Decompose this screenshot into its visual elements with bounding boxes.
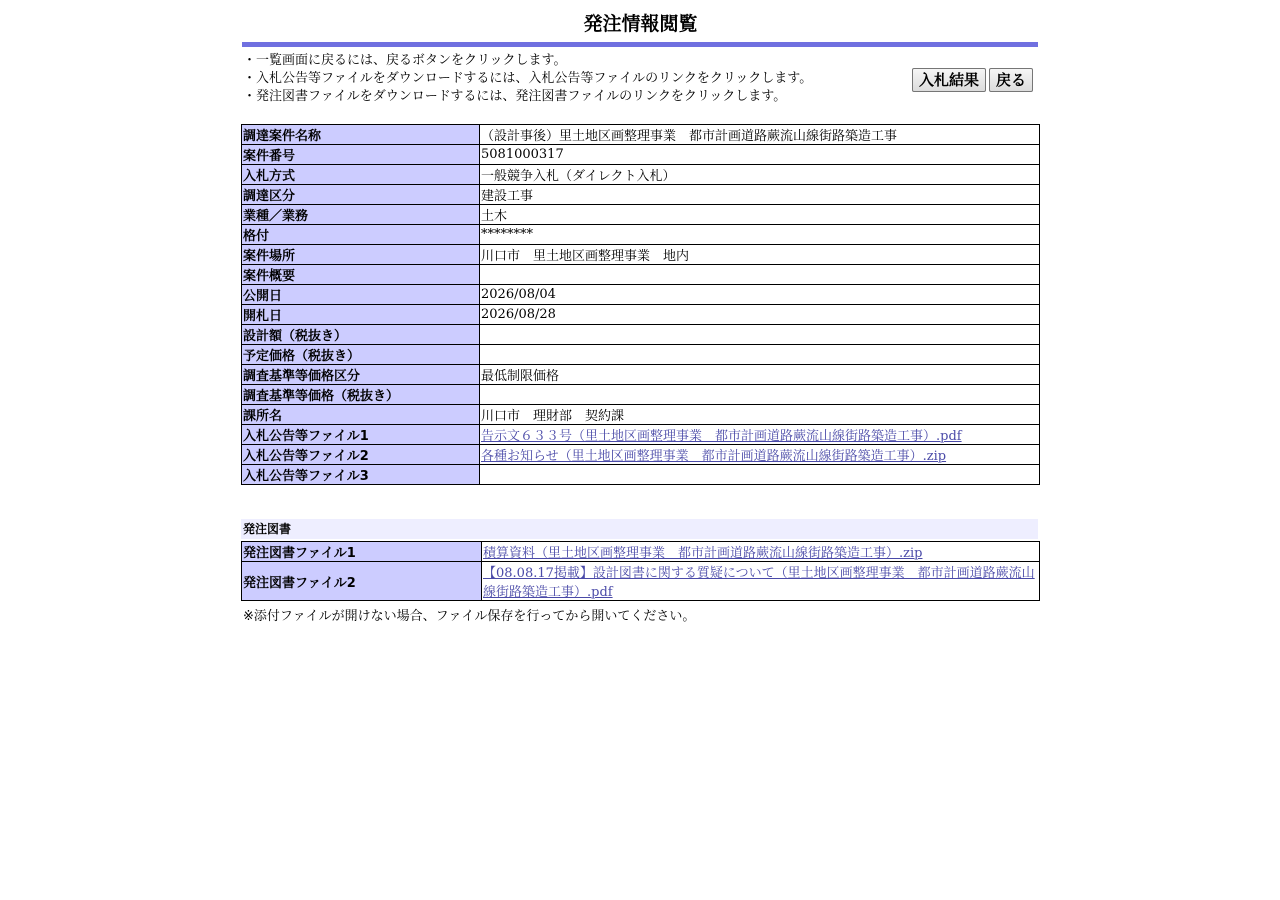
row-label: 調査基準等価格区分 xyxy=(242,365,480,385)
row-value: 5081000317 xyxy=(480,145,1040,165)
page-title: 発注情報閲覧 xyxy=(583,13,698,35)
instruction-line: ・入札公告等ファイルをダウンロードするには、入札公告等ファイルのリンクをクリックします。 xyxy=(243,71,813,86)
row-label: 業種／業務 xyxy=(242,205,480,225)
row-label: 案件概要 xyxy=(242,265,480,285)
instruction-line: ・発注図書ファイルをダウンロードするには、発注図書ファイルのリンクをクリックします。 xyxy=(243,89,787,104)
file-download-link[interactable]: 【08.08.17掲載】設計図書に関する質疑について（里土地区画整理事業 都市計画道路蕨流山線街路築造工事）.pdf xyxy=(483,566,1035,600)
row-label: 調達案件名称 xyxy=(242,125,480,145)
order-info-body xyxy=(242,125,1040,485)
table-row xyxy=(242,465,1040,485)
order-docs-table xyxy=(241,541,1040,601)
row-label: 格付 xyxy=(242,225,480,245)
row-label: 案件番号 xyxy=(242,145,480,165)
row-value: （設計事後）里土地区画整理事業 都市計画道路蕨流山線街路築造工事 xyxy=(480,125,1040,145)
title-divider xyxy=(242,42,1038,47)
table-row xyxy=(242,245,1040,265)
row-value xyxy=(480,325,1040,345)
table-row xyxy=(242,125,1040,145)
back-button[interactable]: 戻る xyxy=(989,68,1033,92)
docs-section-heading: 発注図書 xyxy=(241,519,1038,539)
page-container xyxy=(241,0,1040,624)
table-row xyxy=(242,445,1040,465)
table-row xyxy=(242,145,1040,165)
row-value: 一般競争入札（ダイレクト入札） xyxy=(480,165,1040,185)
table-row xyxy=(242,185,1040,205)
table-row xyxy=(242,265,1040,285)
row-value xyxy=(480,425,1040,445)
order-docs-body xyxy=(242,542,1040,601)
table-row xyxy=(242,365,1040,385)
row-label: 発注図書ファイル1 xyxy=(242,542,482,562)
row-value: 建設工事 xyxy=(480,185,1040,205)
row-label: 発注図書ファイル2 xyxy=(242,562,482,601)
instruction-line: ・一覧画面に戻るには、戻るボタンをクリックします。 xyxy=(243,53,567,68)
table-row xyxy=(242,205,1040,225)
row-label: 入札公告等ファイル3 xyxy=(242,465,480,485)
row-label: 入札公告等ファイル2 xyxy=(242,445,480,465)
file-download-link[interactable]: 積算資料（里土地区画整理事業 都市計画道路蕨流山線街路築造工事）.zip xyxy=(483,546,923,561)
row-label: 入札公告等ファイル1 xyxy=(242,425,480,445)
row-label: 予定価格（税抜き） xyxy=(242,345,480,365)
row-label: 公開日 xyxy=(242,285,480,305)
header-row xyxy=(241,52,1040,114)
instructions xyxy=(243,52,812,106)
table-row xyxy=(242,325,1040,345)
table-row xyxy=(242,542,1040,562)
row-label: 入札方式 xyxy=(242,165,480,185)
row-value xyxy=(482,542,1040,562)
table-row xyxy=(242,562,1040,601)
footer-note: ※添付ファイルが開けない場合、ファイル保存を行ってから開いてください。 xyxy=(243,609,696,624)
row-value: 川口市 理財部 契約課 xyxy=(480,405,1040,425)
row-label: 設計額（税抜き） xyxy=(242,325,480,345)
table-row xyxy=(242,425,1040,445)
row-value xyxy=(482,562,1040,601)
row-value xyxy=(480,345,1040,365)
table-row xyxy=(242,165,1040,185)
row-label: 調達区分 xyxy=(242,185,480,205)
row-value xyxy=(480,465,1040,485)
row-value: 最低制限価格 xyxy=(480,365,1040,385)
row-value xyxy=(480,265,1040,285)
file-download-link[interactable]: 告示文６３３号（里土地区画整理事業 都市計画道路蕨流山線街路築造工事）.pdf xyxy=(481,429,962,444)
row-label: 開札日 xyxy=(242,305,480,325)
table-row xyxy=(242,405,1040,425)
table-row xyxy=(242,225,1040,245)
row-value: 2026/08/28 xyxy=(480,305,1040,325)
row-value xyxy=(480,385,1040,405)
row-label: 案件場所 xyxy=(242,245,480,265)
row-label: 課所名 xyxy=(242,405,480,425)
row-value: 川口市 里土地区画整理事業 地内 xyxy=(480,245,1040,265)
row-value: 2026/08/04 xyxy=(480,285,1040,305)
row-value: ******** xyxy=(480,225,1040,245)
row-value: 土木 xyxy=(480,205,1040,225)
row-value xyxy=(480,445,1040,465)
file-download-link[interactable]: 各種お知らせ（里土地区画整理事業 都市計画道路蕨流山線街路築造工事）.zip xyxy=(481,449,947,464)
table-row xyxy=(242,345,1040,365)
action-buttons xyxy=(912,68,1033,92)
table-row xyxy=(242,305,1040,325)
table-row xyxy=(242,385,1040,405)
table-row xyxy=(242,285,1040,305)
row-label: 調査基準等価格（税抜き） xyxy=(242,385,480,405)
bid-result-button[interactable]: 入札結果 xyxy=(912,68,986,92)
order-info-table xyxy=(241,124,1040,485)
